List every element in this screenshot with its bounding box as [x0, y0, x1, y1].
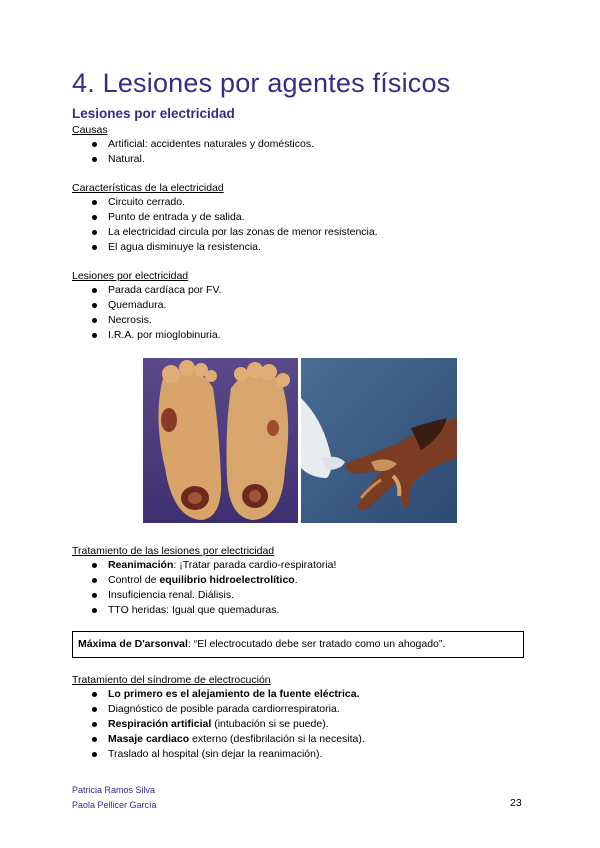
list-item: El agua disminuye la resistencia.: [90, 240, 378, 255]
list-item: Masaje cardiaco externo (desfibrilación si la necesita).: [90, 732, 365, 747]
list-item: TTO heridas: Igual que quemaduras.: [90, 603, 336, 618]
list-item: Control de equilibrio hidroelectrolítico.: [90, 573, 336, 588]
causas-list: [90, 137, 314, 167]
sindrome-heading: Tratamiento del síndrome de electrocución: [72, 674, 271, 686]
list-item: Respiración artificial (intubación si se puede).: [90, 717, 365, 732]
tratamiento-heading: Tratamiento de las lesiones por electricidad: [72, 545, 275, 557]
list-item: Artificial: accidentes naturales y domésticos.: [90, 137, 314, 152]
causas-heading: Causas: [72, 124, 108, 136]
maxima-text: : “El electrocutado debe ser tratado como un ahogado”.: [187, 638, 446, 650]
footer-author-1: Patricia Ramos Silva: [72, 785, 156, 795]
feet-burn-photo: [143, 358, 298, 523]
lesiones-list: [90, 283, 221, 343]
section-subtitle: Lesiones por electricidad: [72, 106, 235, 121]
caracteristicas-list: [90, 195, 378, 255]
sindrome-list: [90, 687, 365, 762]
caracteristicas-heading: Características de la electricidad: [72, 182, 224, 194]
list-item: I.R.A. por mioglobinuria.: [90, 328, 221, 343]
list-item: Circuito cerrado.: [90, 195, 378, 210]
list-item: Parada cardíaca por FV.: [90, 283, 221, 298]
footer-author-2: Paola Pellicer García: [72, 800, 157, 810]
maxima-label: Máxima de D'arsonval: [78, 638, 188, 650]
tratamiento-list: [90, 558, 336, 618]
list-item: Lo primero es el alejamiento de la fuente eléctrica.: [90, 687, 365, 702]
list-item: Insuficiencia renal. Diálisis.: [90, 588, 336, 603]
page-title: 4. Lesiones por agentes físicos: [72, 68, 451, 98]
hand-burn-photo: [301, 358, 457, 523]
lesiones-heading: Lesiones por electricidad: [72, 270, 189, 282]
list-item: Punto de entrada y de salida.: [90, 210, 378, 225]
list-item: Necrosis.: [90, 313, 221, 328]
list-item: Natural.: [90, 152, 314, 167]
list-item: Quemadura.: [90, 298, 221, 313]
list-item: Traslado al hospital (sin dejar la reanimación).: [90, 747, 365, 762]
maxima-box: [72, 631, 524, 658]
list-item: Diagnóstico de posible parada cardiorrespiratoria.: [90, 702, 365, 717]
list-item: Reanimación: ¡Tratar parada cardio-respiratoria!: [90, 558, 336, 573]
list-item: La electricidad circula por las zonas de menor resistencia.: [90, 225, 378, 240]
page-number: 23: [510, 797, 522, 809]
